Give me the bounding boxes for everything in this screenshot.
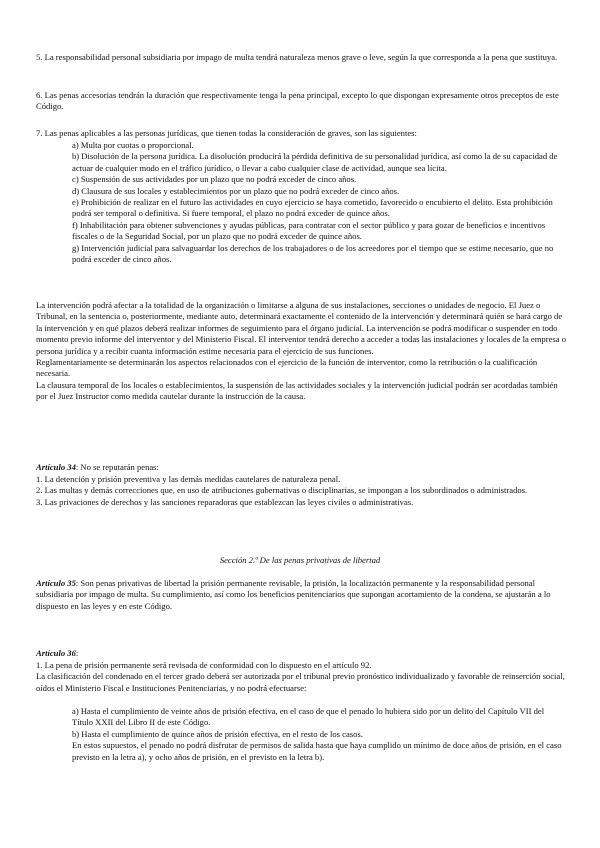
article-36-label: Artículo 36 (36, 648, 76, 658)
list-item: a) Hasta el cumplimiento de veinte años de prisión efectiva, en el caso de que el penado lo hubiera sido por un delito del Capítulo VII del Título XXII del Libro II de este Código. (72, 706, 545, 728)
list-item: d) Clausura de sus locales y establecimientos por un plazo que no podrá exceder de cinco años. (72, 185, 400, 196)
regulation-text: Reglamentariamente se determinarán los aspectos relacionados con el ejercicio de la función de interventor, como la retribución o la cualificación necesaria. (36, 357, 538, 379)
article-35-label: Artículo 35 (36, 578, 76, 588)
article-34-label: Artículo 34 (36, 462, 76, 472)
article-36-list (72, 706, 566, 763)
article-36-heading (36, 648, 566, 659)
article-34-intro: : No se reputarán penas: (75, 462, 159, 472)
paragraph-6: 6. Las penas accesorias tendrán la duración que respectivamente tenga la pena principal, excepto lo que dispongan expresamente otros preceptos de este Código. (36, 90, 559, 112)
section-title: Sección 2.ª De las penas privativas de libertad (219, 555, 381, 565)
paragraph-7-intro: 7. Las penas aplicables a las personas jurídicas, que tienen todas la consideración de graves, son las siguientes: (36, 128, 417, 138)
article-36-colon: : (75, 648, 79, 658)
intervention-text: La intervención podrá afectar a la totalidad de la organización o limitarse a alguna de sus instalaciones, secciones o unidades de negocio. El Juez o Tribunal, en la sentencia o, posteriormente, mediante auto, determinará exactamente el contenido de la intervención y determinará quién se hará cargo de la intervención y en qué plazos deberá realizar informes de seguimiento para el órgano judicial. La intervención se podrá modificar o suspender en todo momento previo informe del interventor y del Ministerio Fiscal. El interventor tendrá derecho a acceder a todas las instalaciones y locales de la empresa o persona jurídica y a recibir cuanta información estime necesaria para el ejercicio de sus funciones. (36, 300, 566, 356)
article-36-paragraph-2: La clasificación del condenado en el tercer grado deberá ser autorizada por el tribunal previo pronóstico individualizado y favorable de reinserción social, oídos el Ministerio Fiscal e Instituciones Penitenciarias, y no podrá efectuarse: (36, 671, 565, 693)
list-item: c) Suspensión de sus actividades por un plazo que no podrá exceder de cinco años. (72, 174, 357, 185)
list-item: 1. La detención y prisión preventiva y las demás medidas cautelares de naturaleza penal. (36, 474, 341, 484)
article-34-heading (36, 462, 566, 473)
article-35-text: : Son penas privativas de libertad la prisión permanente revisable, la prisión, la localización permanente y la responsabilidad personal subsidiaria por impago de multa. Su cumplimiento, así como los beneficios penitenciarios que supongan acortamiento de la condena, se ajustarán a lo dispuesto en las leyes y en este Código. (36, 578, 551, 611)
legal-persons-penalties-list (72, 140, 566, 265)
list-item: b) Disolución de la persona jurídica. La disolución producirá la pérdida definitiva de su personalidad jurídica, así como la de su capacidad de actuar de cualquier modo en el tráfico jurídico, o llevar a cabo cualquier clase de actividad, aunque sea lícita. (72, 151, 558, 173)
list-item: a) Multa por cuotas o proporcional. (72, 140, 194, 150)
list-item: 3. Las privaciones de derechos y las sanciones reparadoras que establezcan las leyes civiles o administrativas. (36, 496, 414, 507)
article-35 (36, 578, 566, 612)
paragraph-5: 5. La responsabilidad personal subsidiaria por impago de multa tendrá naturaleza menos grave o leve, según la que corresponda a la pena que sustituya. (36, 52, 558, 62)
article-34-list (36, 474, 566, 508)
list-item: e) Prohibición de realizar en el futuro las actividades en cuyo ejercicio se haya cometido, favorecido o encubierto el delito. Esta prohibición podrá ser temporal o definitiva. Si fuere temporal, el plazo no podrá exceder de quince años. (72, 197, 553, 219)
list-item: f) Inhabilitación para obtener subvenciones y ayudas públicas, para contratar con el sector público y para gozar de beneficios e incentivos fiscales o de la Seguridad Social, por un plazo que no podrá exceder de quince años. (72, 219, 546, 242)
list-item: g) Intervención judicial para salvaguardar los derechos de los trabajadores o de los acreedores por el tiempo que se estime necesario, que no podrá exceder de cinco años. (72, 242, 554, 265)
intervention-paragraphs (36, 300, 566, 403)
list-item: En estos supuestos, el penado no podrá disfrutar de permisos de salida hasta que haya cumplido un mínimo de doce años de prisión, en el caso previsto en la letra a), y ocho años de prisión, en el previsto en la letra b). (72, 740, 562, 762)
article-36-paragraph-1: 1. La pena de prisión permanente será revisada de conformidad con lo dispuesto en el artículo 92. (36, 660, 372, 670)
closure-text: La clausura temporal de los locales o establecimientos, la suspensión de las actividades sociales y la intervención judicial podrán ser acordadas también por el Juez Instructor como medida cautelar durante la instrucción de la causa. (36, 379, 558, 402)
article-36-body (36, 660, 566, 694)
list-item: 2. Las multas y demás correcciones que, en uso de atribuciones gubernativas o disciplinarias, se impongan a los subordinados o administrados. (36, 485, 528, 496)
list-item: b) Hasta el cumplimiento de quince años de prisión efectiva, en el resto de los casos. (72, 728, 363, 739)
